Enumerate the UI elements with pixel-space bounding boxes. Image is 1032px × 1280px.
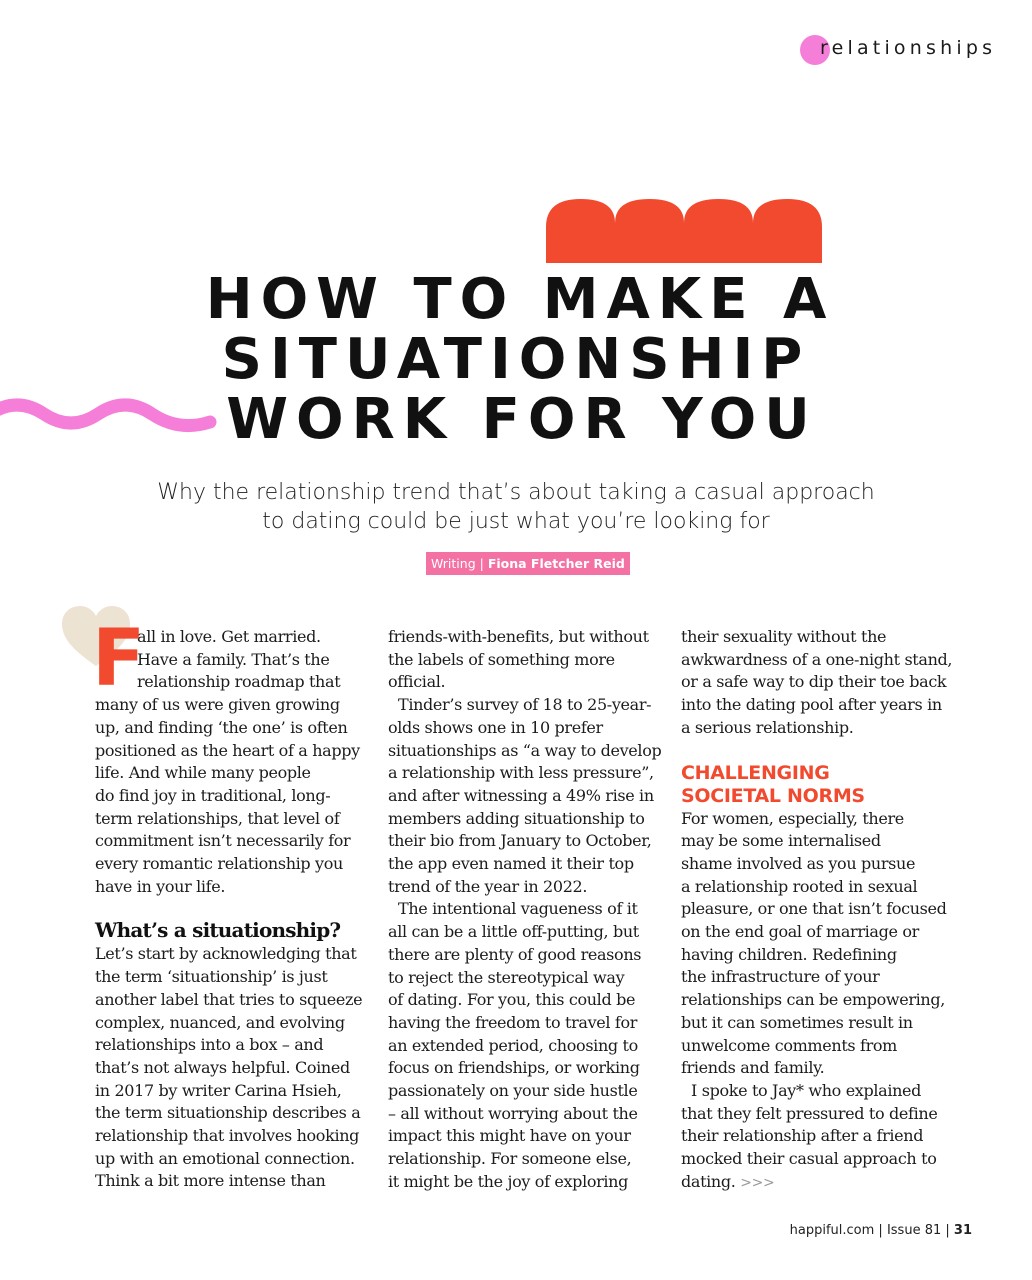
body-line: commitment isn’t necessarily for bbox=[95, 831, 351, 851]
body-line: – all without worrying about the bbox=[388, 1103, 638, 1123]
body-line: a serious relationship. bbox=[681, 717, 854, 737]
body-line: and after witnessing a 49% rise in bbox=[388, 785, 654, 805]
body-line: friends and family. bbox=[681, 1058, 825, 1078]
body-line: that’s not always helpful. Coined bbox=[95, 1057, 350, 1077]
body-line: relationships can be empowering, bbox=[681, 990, 945, 1010]
footer-issue: Issue 81 bbox=[886, 1223, 942, 1238]
body-line: their sexuality without the bbox=[681, 627, 887, 646]
body-line: every romantic relationship you bbox=[95, 854, 343, 874]
body-line: awkwardness of a one-night stand, bbox=[681, 649, 953, 669]
page-footer: happiful.com | Issue 81 | 31 bbox=[789, 1223, 972, 1238]
body-line: another label that tries to squeeze bbox=[95, 989, 363, 1009]
byline bbox=[426, 552, 630, 575]
body-line: the term ‘situationship’ is just bbox=[95, 967, 328, 987]
body-line: positioned as the heart of a happy bbox=[95, 740, 360, 760]
body-line: an extended period, choosing to bbox=[388, 1035, 638, 1055]
title-line-3: WORK FOR YOU bbox=[226, 387, 818, 452]
body-line: that they felt pressured to define bbox=[681, 1103, 938, 1123]
body-line: life. And while many people bbox=[95, 763, 311, 783]
body-line: trend of the year in 2022. bbox=[388, 876, 588, 896]
section-tag: relationships bbox=[820, 37, 997, 59]
body-line: the labels of something more bbox=[388, 649, 615, 669]
body-line: relationships into a box – and bbox=[95, 1035, 324, 1055]
subheading-challenging-line-2: SOCIETAL NORMS bbox=[681, 784, 865, 807]
body-line: having children. Redefining bbox=[681, 944, 897, 964]
drop-cap: F bbox=[92, 614, 146, 704]
body-line: relationship roadmap that bbox=[137, 672, 341, 692]
body-line: Think a bit more intense than bbox=[95, 1171, 326, 1191]
body-line: Let’s start by acknowledging that bbox=[95, 944, 357, 964]
body-line: up, and finding ‘the one’ is often bbox=[95, 717, 348, 737]
body-line: a relationship rooted in sexual bbox=[681, 876, 918, 896]
body-line: shame involved as you pursue bbox=[681, 853, 916, 873]
body-line: but it can sometimes result in bbox=[681, 1012, 913, 1032]
body-line: the infrastructure of your bbox=[681, 967, 880, 987]
byline-author: Fiona Fletcher Reid bbox=[487, 556, 625, 571]
byline-role: Writing | bbox=[431, 556, 488, 571]
body-line: on the end goal of marriage or bbox=[681, 922, 919, 942]
body-line: in 2017 by writer Carina Hsieh, bbox=[95, 1080, 342, 1100]
body-line: all can be a little off-putting, but bbox=[388, 922, 639, 942]
body-line: into the dating pool after years in bbox=[681, 695, 942, 715]
body-line: up with an emotional connection. bbox=[95, 1148, 355, 1168]
body-line: the term situationship describes a bbox=[95, 1103, 361, 1123]
body-line: or a safe way to dip their toe back bbox=[681, 672, 947, 692]
body-line: official. bbox=[388, 672, 446, 692]
body-line: their relationship after a friend bbox=[681, 1126, 924, 1146]
body-text: dating. bbox=[681, 1171, 736, 1191]
footer-site: happiful.com bbox=[789, 1223, 875, 1238]
body-line: a relationship with less pressure”, bbox=[388, 763, 654, 783]
title-line-1: HOW TO MAKE A bbox=[205, 267, 835, 332]
body-line-last bbox=[681, 1171, 943, 1195]
body-line: relationship that involves hooking bbox=[95, 1126, 360, 1146]
body-line: Have a family. That’s the bbox=[137, 649, 330, 669]
body-line: The intentional vagueness of it bbox=[398, 899, 638, 919]
body-line: friends-with-benefits, but without bbox=[388, 627, 649, 646]
page-number: 31 bbox=[953, 1223, 972, 1238]
body-line: I spoke to Jay* who explained bbox=[691, 1080, 922, 1100]
body-line: olds shows one in 10 prefer bbox=[388, 717, 603, 737]
body-line: pleasure, or one that isn’t focused bbox=[681, 899, 947, 919]
scallop-decoration bbox=[546, 199, 824, 263]
column-1 bbox=[92, 614, 363, 1193]
body-line: there are plenty of good reasons bbox=[388, 944, 642, 964]
body-line: to reject the stereotypical way bbox=[388, 967, 625, 987]
column-2 bbox=[388, 626, 662, 1194]
body-line: it might be the joy of exploring bbox=[388, 1171, 629, 1191]
body-line: impact this might have on your bbox=[388, 1126, 631, 1146]
body-line: having the freedom to travel for bbox=[388, 1012, 638, 1032]
body-line: focus on friendships, or working bbox=[388, 1058, 640, 1078]
body-line: mocked their casual approach to bbox=[681, 1149, 937, 1169]
body-line: complex, nuanced, and evolving bbox=[95, 1012, 345, 1032]
body-line: For women, especially, there bbox=[681, 808, 904, 828]
title-line-2: SITUATIONSHIP bbox=[221, 327, 811, 392]
body-line: members adding situationship to bbox=[388, 808, 645, 828]
standfirst-line-2: to dating could be just what you’re looking for bbox=[262, 509, 770, 534]
column-3 bbox=[681, 626, 953, 1194]
body-line: situationships as “a way to develop bbox=[388, 740, 662, 760]
body-line: of dating. For you, this could be bbox=[388, 990, 636, 1010]
subheading-whats-a-situationship: What’s a situationship? bbox=[95, 918, 341, 943]
subheading-challenging-line-1: CHALLENGING bbox=[681, 761, 830, 784]
body-line: the app even named it their top bbox=[388, 854, 634, 874]
body-line: may be some internalised bbox=[681, 831, 881, 851]
body-line: do find joy in traditional, long- bbox=[95, 785, 331, 805]
body-line: many of us were given growing bbox=[95, 695, 340, 715]
body-line: Tinder’s survey of 18 to 25-year- bbox=[398, 695, 652, 715]
continue-marker: >>> bbox=[740, 1174, 775, 1191]
body-line: term relationships, that level of bbox=[95, 808, 340, 828]
body-line: unwelcome comments from bbox=[681, 1035, 897, 1055]
body-line: relationship. For someone else, bbox=[388, 1149, 632, 1169]
standfirst-line-1: Why the relationship trend that’s about taking a casual approach bbox=[157, 480, 875, 505]
body-line: all in love. Get married. bbox=[137, 627, 321, 646]
body-line: their bio from January to October, bbox=[388, 831, 652, 851]
body-line: passionately on your side hustle bbox=[388, 1081, 638, 1101]
body-line: have in your life. bbox=[95, 876, 226, 896]
